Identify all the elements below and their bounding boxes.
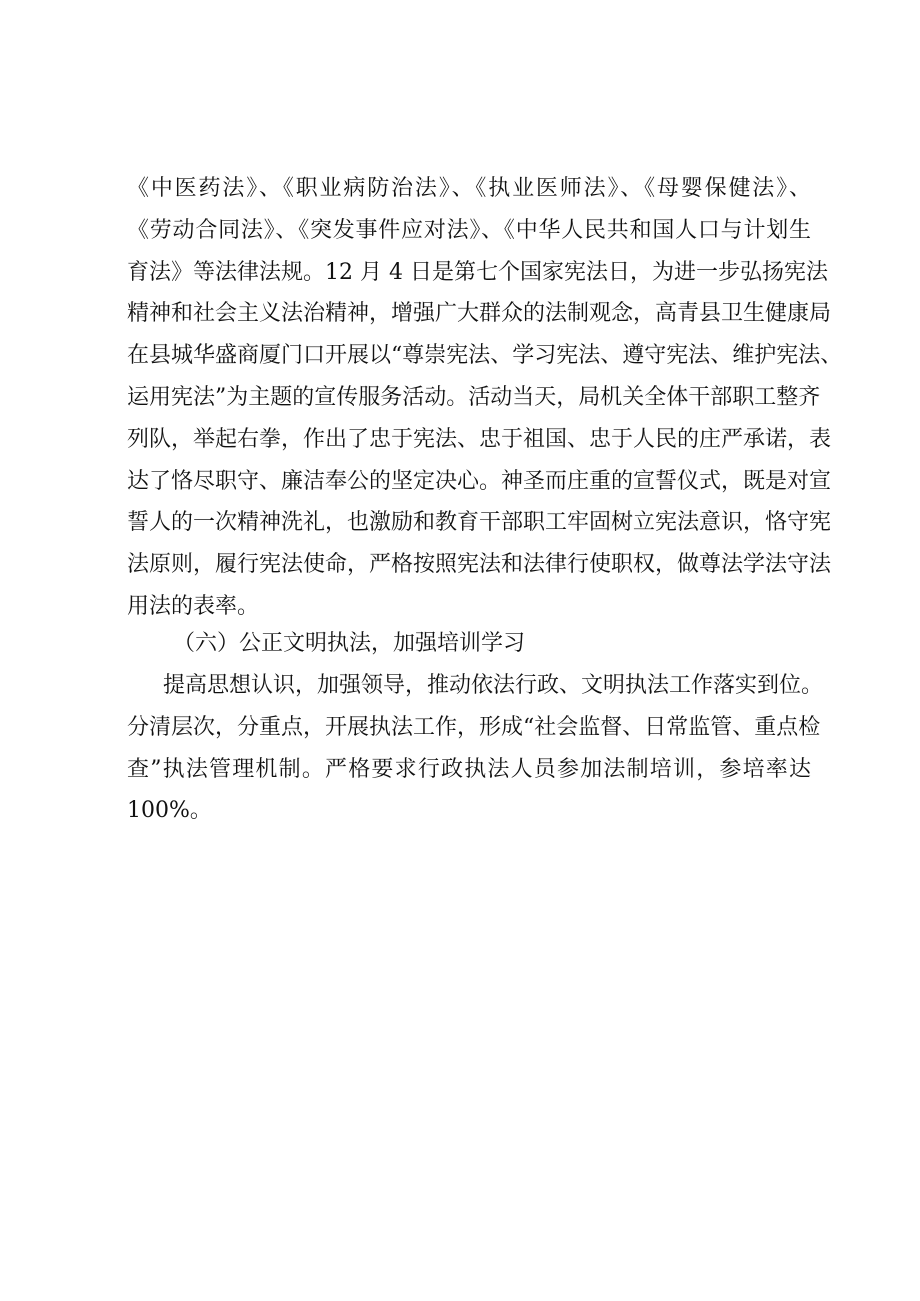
section-heading — [127, 623, 811, 665]
text-line: 法原则，履行宪法使命，严格按照宪法和法律行使职权，做尊法学法守法 — [127, 552, 832, 578]
text-line: 分清层次，分重点，开展执法工作，形成“社会监督、日常监管、重点检 — [127, 714, 821, 740]
text-line: 精神和社会主义法治精神，增强广大群众的法制观念，高青县卫生健康局 — [127, 301, 832, 327]
section-heading-text: （六）公正文明执法，加强培训学习 — [173, 631, 526, 656]
text-line: 查”执法管理机制。严格要求行政执法人员参加法制培训，参培率达 — [127, 756, 811, 782]
text-line: 在县城华盛商厦门口开展以“尊崇宪法、学习宪法、遵守宪法、维护宪法、 — [127, 343, 843, 369]
text-line: 育法》等法律法规。12 月 4 日是第七个国家宪法日，为进一步弘扬宪法 — [127, 259, 828, 285]
text-line: 《中医药法》、《职业病防治法》、《执业医师法》、《母婴保健法》、 — [127, 176, 811, 201]
text-line: 提高思想认识，加强领导，推动依法行政、文明执法工作落实到位。 — [163, 673, 824, 698]
text-line: 达了恪尽职守、廉洁奉公的坚定决心。神圣而庄重的宣誓仪式，既是对宣 — [127, 468, 832, 494]
text-line: 《劳动合同法》、《突发事件应对法》、《中华人民共和国人口与计划生 — [127, 217, 811, 243]
text-line: 用法的表率。 — [127, 593, 260, 619]
paragraph-enforcement-training — [127, 665, 824, 832]
text-line: 列队，举起右拳，作出了忠于宪法、忠于祖国、忠于人民的庄严承诺，表 — [127, 426, 832, 452]
text-line: 100%。 — [127, 798, 212, 824]
text-line: 运用宪法”为主题的宣传服务活动。活动当天，局机关全体干部职工整齐 — [127, 384, 821, 410]
paragraph-law-promotion — [127, 168, 843, 628]
text-line: 誓人的一次精神洗礼，也激励和教育干部职工牢固树立宪法意识，恪守宪 — [127, 510, 832, 536]
